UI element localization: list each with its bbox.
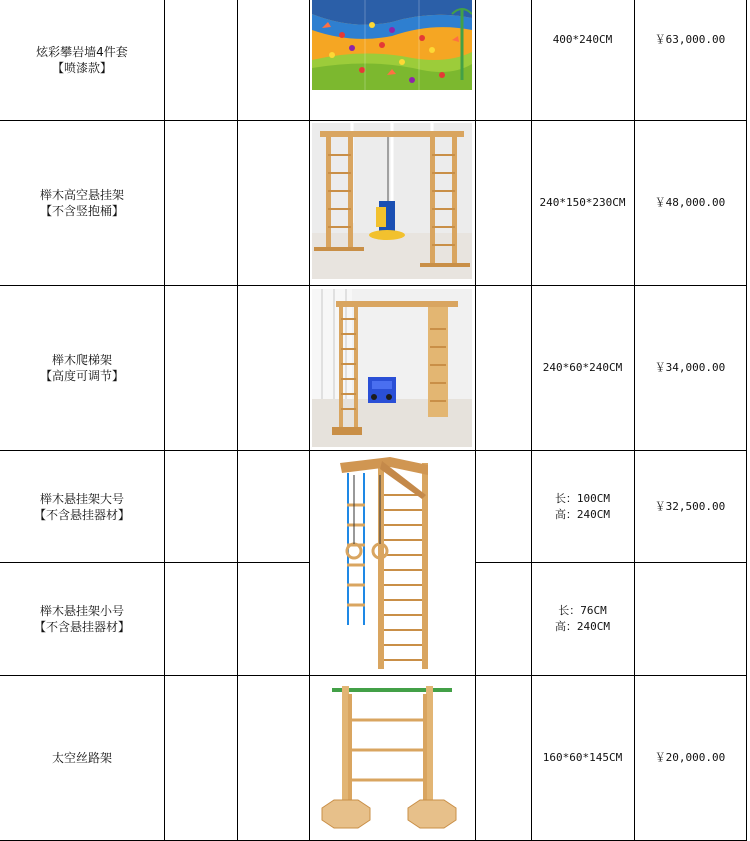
price-cell [634, 286, 746, 450]
product-name-cell [0, 286, 164, 450]
product-name: 太空丝路架 [51, 751, 112, 765]
product-size: 240*150*230CM [539, 196, 626, 209]
product-size-length: 长：100CM [554, 491, 611, 505]
price-cell [634, 676, 746, 840]
product-price: ￥32,500.00 [654, 499, 726, 513]
product-size: 240*60*240CM [542, 361, 623, 374]
wall-bar-frame-photo [330, 455, 454, 673]
size-cell [531, 676, 634, 840]
product-name: 榉木高空悬挂架 [39, 188, 124, 202]
product-price: ￥20,000.00 [654, 751, 726, 764]
size-cell [531, 121, 634, 285]
product-name-cell [0, 0, 164, 120]
product-size: 160*60*145CM [542, 751, 623, 764]
price-cell [634, 451, 746, 562]
column-divider [237, 0, 238, 841]
space-silk-road-frame-photo [314, 680, 468, 836]
product-note: 【不含竖抱桶】 [39, 204, 124, 218]
product-name-cell [0, 676, 164, 840]
price-cell [634, 563, 746, 675]
product-note: 【不含悬挂器材】 [33, 620, 130, 634]
column-divider [475, 0, 476, 841]
product-price: ￥63,000.00 [654, 33, 726, 46]
hanging-frame-photo [312, 123, 472, 279]
climbing-wall-photo [312, 0, 472, 90]
product-note: 【喷漆款】 [51, 61, 112, 75]
product-name-cell [0, 451, 164, 562]
product-size-height: 高：240CM [554, 620, 611, 633]
column-divider [746, 0, 747, 841]
product-name-cell [0, 121, 164, 285]
product-size-length: 长：76CM [558, 604, 607, 617]
column-divider [164, 0, 165, 841]
product-name: 炫彩攀岩墙4件套 [36, 45, 128, 59]
price-cell [634, 121, 746, 285]
size-cell [531, 286, 634, 450]
column-divider [309, 0, 310, 841]
product-name: 榉木悬挂架小号 [39, 604, 124, 618]
product-name: 榉木爬梯架 [51, 353, 112, 367]
product-name-cell [0, 563, 164, 675]
size-cell [531, 563, 634, 675]
product-size: 400*240CM [552, 33, 613, 46]
product-note: 【不含悬挂器材】 [33, 507, 130, 522]
price-cell [634, 0, 746, 80]
product-note: 【高度可调节】 [39, 369, 124, 383]
product-name: 榉木悬挂架大号 [39, 491, 124, 506]
product-size-height: 高：240CM [554, 507, 611, 521]
ladder-frame-photo [312, 289, 472, 447]
size-cell [531, 0, 634, 80]
size-cell [531, 451, 634, 562]
product-price: ￥48,000.00 [654, 196, 726, 209]
product-price: ￥34,000.00 [654, 361, 726, 374]
